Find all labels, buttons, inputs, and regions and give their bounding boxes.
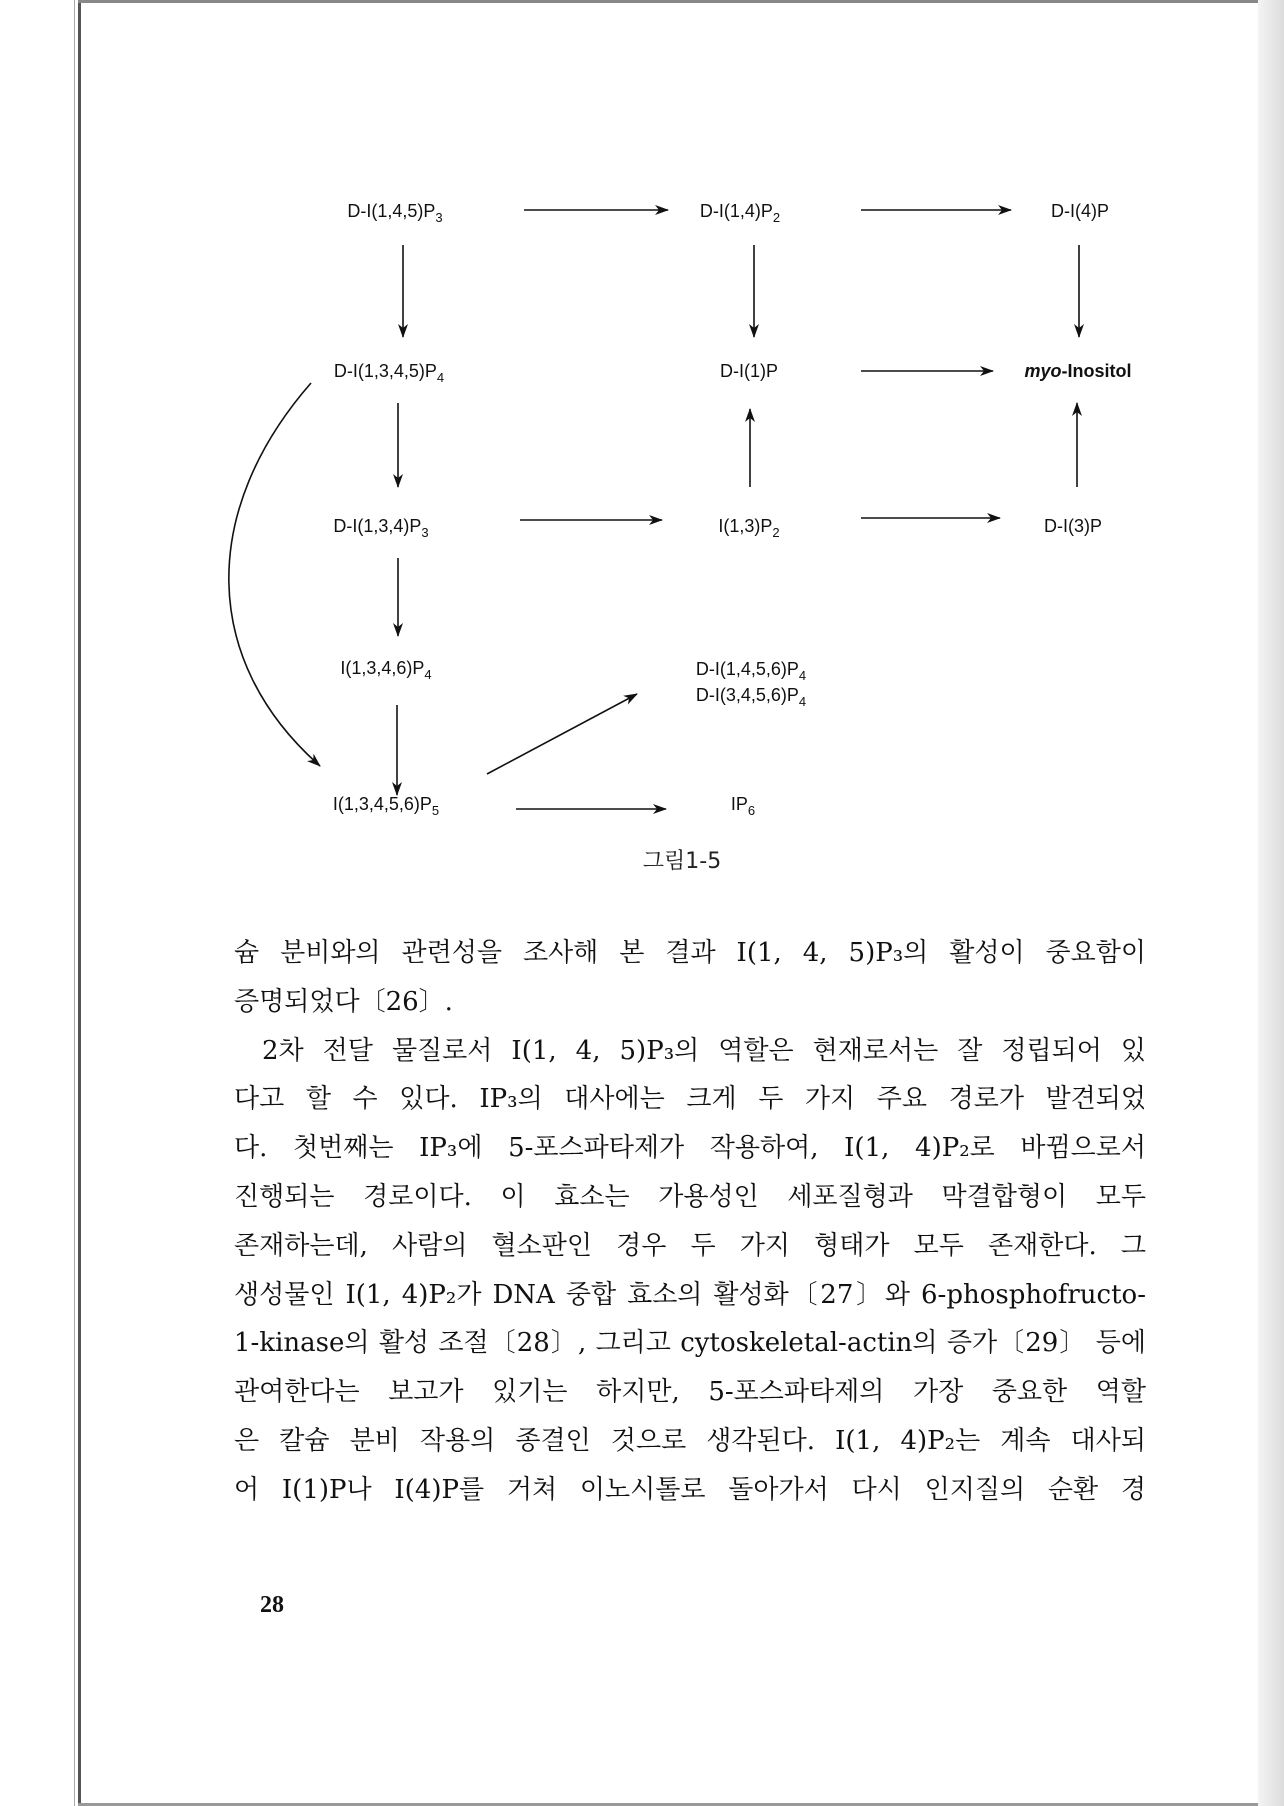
text-line: 관여한다는 보고가 있기는 하지만, 5-포스파타제의 가장 중요한 역할	[234, 1377, 1146, 1408]
text-line: 슘 분비와의 관련성을 조사해 본 결과 I(1, 4, 5)P₃의 활성이 중요함이	[234, 938, 1146, 968]
text-line: 생성물인 I(1, 4)P₂가 DNA 중합 효소의 활성화〔27〕와 6-phosphofructo-	[234, 1279, 1146, 1310]
text-line: 다. 첫번째는 IP₃에 5-포스파타제가 작용하여, I(1, 4)P₂로 바뀜으로서	[234, 1133, 1146, 1164]
text-line: 은 칼슘 분비 작용의 종결인 것으로 생각된다. I(1, 4)P₂는 계속 대사되	[234, 1425, 1146, 1456]
text-line: 어 I(1)P나 I(4)P를 거쳐 이노시톨로 돌아가서 다시 인지질의 순환 경	[234, 1474, 1146, 1505]
node-ip3-145: $D-I(1,4,5)P_3$	[347, 201, 443, 225]
text-line: 2차 전달 물질로서 I(1, 4, 5)P₃의 역할은 현재로서는 잘 정립되어 있	[262, 1035, 1146, 1066]
node-ip2-14: $D-I(1,4)P_2$	[699, 201, 781, 225]
node-ip3-134: $D-I(1,3,4)P_3$	[333, 516, 429, 540]
node-ip5-13456: $I(1,3,4,5,6)P_5$	[332, 794, 440, 818]
curved-arrow	[229, 383, 320, 766]
page-number: 28	[260, 1592, 284, 1618]
node-ip4-1456: $D-I(1,4,5,6)P_4$	[695, 659, 807, 683]
node-ip-1: D-I(1)P	[720, 361, 778, 381]
node-ip4-1346: $I(1,3,4,6)P_4$	[340, 658, 432, 682]
figure-caption: 그림1-5	[642, 849, 722, 874]
text-line: 1-kinase의 활성 조절〔28〕, 그리고 cytoskeletal-actin의 증가〔29〕 등에	[234, 1328, 1146, 1359]
node-ip4-3456: $D-I(3,4,5,6)P_4$	[695, 685, 807, 709]
node-ip4-1345: $D-I(1,3,4,5)P_4$	[333, 361, 445, 385]
node-ip-3: D-I(3)P	[1044, 516, 1102, 536]
text-line: 다고 할 수 있다. IP₃의 대사에는 크게 두 가지 주요 경로가 발견되었	[234, 1084, 1146, 1115]
inositol-phosphate-pathway-diagram	[0, 0, 1284, 900]
body-paragraphs	[234, 929, 1146, 1515]
text-line: 증명되었다〔26〕.	[234, 986, 453, 1017]
arrow	[487, 694, 637, 774]
text-line: 진행되는 경로이다. 이 효소는 가용성인 세포질형과 막결합형이 모두	[234, 1181, 1146, 1212]
text-line: 존재하는데, 사람의 혈소판인 경우 두 가지 형태가 모두 존재한다. 그	[234, 1230, 1146, 1261]
node-ip2-13: $I(1,3)P_2$	[718, 516, 780, 540]
node-ip6: $IP_6$	[730, 794, 756, 818]
node-ip-4: D-I(4)P	[1051, 201, 1109, 221]
node-myo-inositol: myo-Inositol	[1024, 361, 1132, 381]
